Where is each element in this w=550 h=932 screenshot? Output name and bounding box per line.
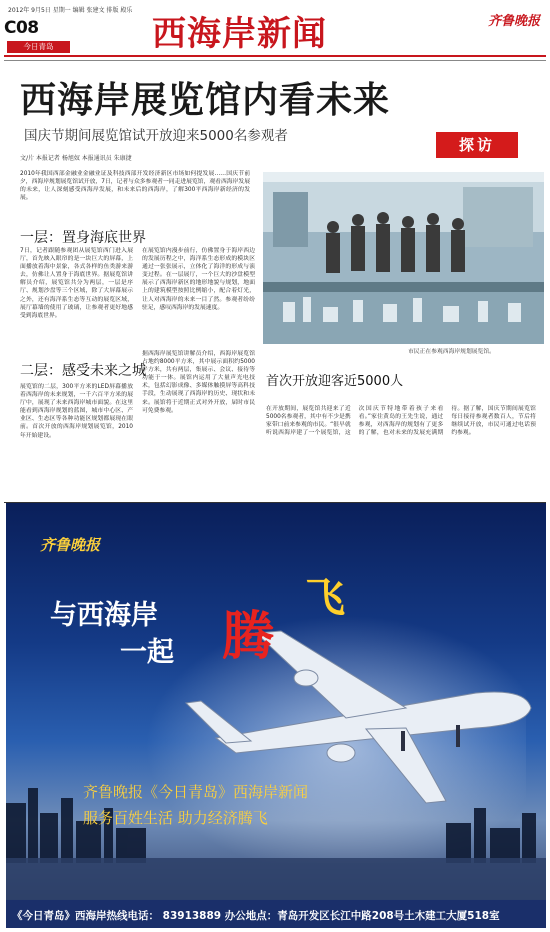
- footer-contact: 《今日青岛》西海岸热线电话： 83913889 办公地点：青岛开发区长江中路208号土木建工大厦518室: [12, 910, 500, 922]
- lead-paragraph: 2010年我国西部金融业金融业证及科技西部开发经济新区市场如何提发展……国庆节前夕，西海岸规划展览馆试开放，7日，记者与众多参观者一同走进展览馆，观看西海岸发展的未来，让人深刻感受西海岸发展，和未来后的西海岸，了解300平西海岸新经济的发展。: [20, 171, 250, 202]
- ad-slogan-line1: 与西海岸: [50, 600, 158, 631]
- section3-body: 在开放期间，展览馆共迎来了近5000名参观者，其中有不少是携家带口前来参观的市民。“很早就听说西海岸建了一个展览馆，这次国庆节特地带着孩子来看看。”家住黄岛的王先生说，通过参观，对西海岸的规划有了更多的了解，也对未来的发展充满期待。据了解，国庆节期间展览馆每日接待参观者数百人，节后将继续试开放，市民可通过电话预约参观。: [266, 406, 536, 437]
- section1-body: 7日，记者跟随参观团从展览馆西门进入展厅，首先映入眼帘的是一块巨大的屏幕，上面播放着海中景象，各式各样的鱼类游来游去，仿佛让人置身于海底世界。据展览馆讲解员介绍，展览馆共分为两层，一层是序厅、规划沙盘等三个区域，除了大屏幕展示之外，还有海洋系生态等互动的展览区域，展厅幕墙的使用了玻璃，让参观者更好地感受到海底世界。: [20, 248, 133, 319]
- page-number: C08: [4, 18, 39, 38]
- ad-subtitle-1: 齐鲁晚报《今日青岛》西海岸新闻: [83, 783, 309, 801]
- ad-slogan-line2: 一起: [120, 637, 174, 668]
- date-line: 2012年 9月5日 星期一 编辑 张建文 排版 殿乐: [8, 7, 133, 14]
- subheadline: 国庆节期间展览馆试开放迎来5000名参观者: [24, 128, 288, 144]
- exhibition-photo: [263, 172, 544, 344]
- column-tag: 探访: [436, 132, 518, 158]
- headline: 西海岸展览馆内看未来: [20, 79, 391, 121]
- section-tag: 今日青岛: [7, 41, 70, 53]
- newspaper-logo: 齐鲁晚报: [488, 14, 541, 29]
- ad-slogan-fei: 飞: [305, 575, 345, 621]
- ad-brand-logo: 齐鲁晚报: [40, 536, 101, 554]
- byline: 文/片 本报记者 杨旭奴 本报通讯员 朱康捷: [20, 155, 132, 162]
- photo-caption: 市民正在参观西海岸规划展览馆。: [408, 349, 495, 355]
- col2-body: 在展览馆内漫步前行，仿佛置身于海岸西边的发展历程之中，海洋系生态形成的模块区通过一张张展示，立体化了海洋的形成与演变过程。在一层展厅，一个巨大的沙盘模型展示了西海岸新区的地形地貌与规划，地面上的建筑模型按照比例缩小，配合着灯光，让人对西海岸的未来一目了然。参观者纷纷驻足，感叹西海岸的发展速度。: [142, 248, 255, 311]
- ad-slogan-teng: 腾: [222, 606, 275, 667]
- section2-body: 展览馆的二层，300平方米的LED屏幕播放着西海岸的未来规划，一千六百平方米的展厅中，展现了未来西海岸城市面貌。在这里能看到西海岸规划的蓝图，城市中心区、产业区、生态区等各种功能区规划都展现在眼前。首次开放的西海岸规划展览馆，2010年开始建设。: [20, 384, 133, 439]
- section-title: 西海岸新闻: [152, 14, 327, 54]
- section2-heading: 二层：感受未来之城: [20, 363, 146, 379]
- section1-heading: 一层：置身海底世界: [20, 230, 146, 246]
- advertisement: [6, 503, 546, 900]
- header-rule: [4, 55, 546, 57]
- col3-body: 据西海岸展览馆讲解员介绍，西海岸展览馆占地约8000平方米，其中展示面积约5000平方米，共有两层，集展示、会议、接待等功能于一体。展馆内运用了大量声光电技术，包括幻影成像、多媒体触摸屏等高科技手段，生动展现了西海岸的历史、现状和未来。展馆将于近期正式对外开放，届时市民可免费参观。: [142, 351, 255, 414]
- header-rule-thin: [4, 60, 546, 61]
- section3-heading: 首次开放迎客近5000人: [266, 374, 404, 389]
- ad-subtitle-2: 服务百姓生活 助力经济腾飞: [83, 809, 268, 827]
